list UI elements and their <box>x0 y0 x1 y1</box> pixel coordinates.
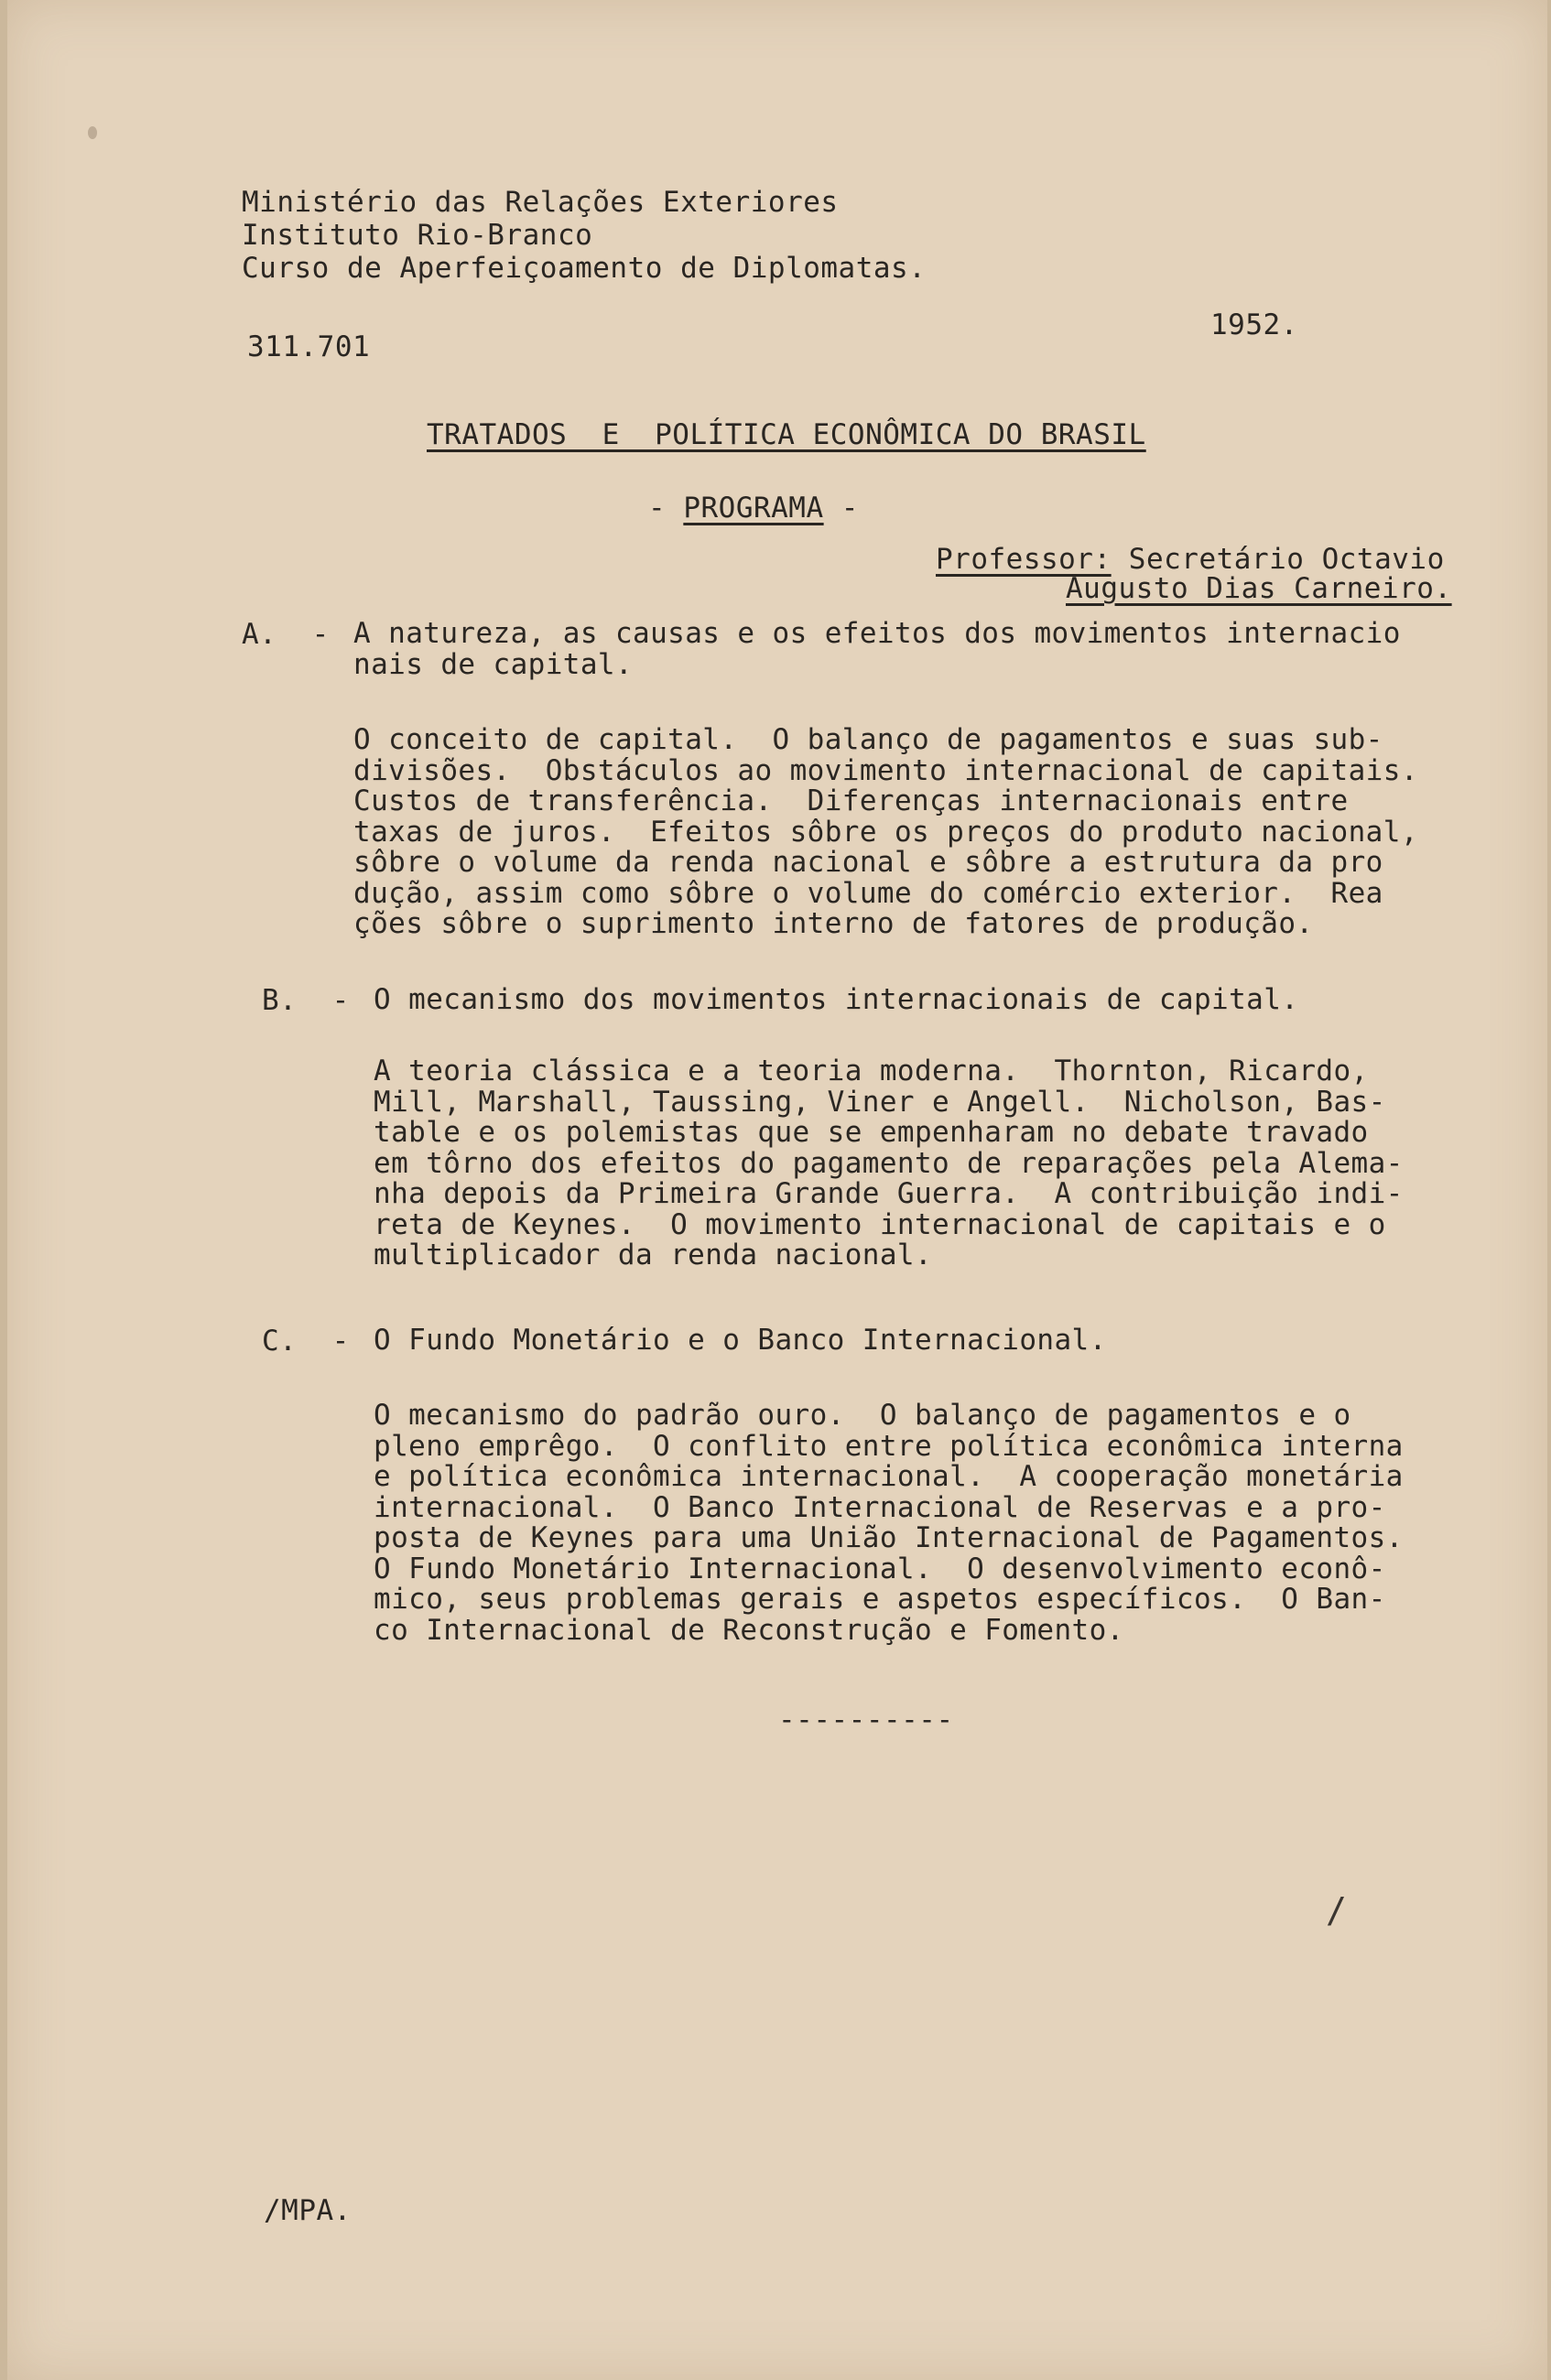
section-b-marker: B. - <box>262 984 350 1017</box>
section-c-heading: O Fundo Monetário e o Banco Internacional. <box>374 1324 1107 1357</box>
section-a-marker: A. - <box>242 618 330 651</box>
section-c-body: O mecanismo do padrão ouro. O balanço de pagamentos e o pleno emprêgo. O conflito entre política econômica interna e política econômica internacional. A cooperação monetária internacional. O Banco Internacional de Reservas e a pro- posta de Keynes para uma União Internacional de Pagamentos. O Fundo Monetário Internacional. O desenvolvimento econô- mico, seus problemas gerais e aspetos específicos. O Ban- co Internacional de Reconstrução e Fomento. <box>374 1399 1404 1647</box>
typist-initials: /MPA. <box>264 2194 352 2227</box>
ink-stain <box>88 126 97 139</box>
subtitle-dash-left: - <box>648 492 684 525</box>
header-ministry: Ministério das Relações Exteriores <box>242 186 839 219</box>
subtitle-text: PROGRAMA <box>683 492 824 525</box>
header-course: Curso de Aperfeiçoamento de Diplomatas. <box>242 252 927 285</box>
subtitle-dash-right: - <box>823 492 859 525</box>
professor-name-part: Secretário Octavio <box>1111 543 1445 576</box>
section-b-body: A teoria clássica e a teoria moderna. Thornton, Ricardo, Mill, Marshall, Taussing, Viner e Angell. Nicholson, Bas- table e os polemistas que se empenharam no debate travado em tôrno dos efeitos do pagamento de reparações pela Alema- nha depois da Primeira Grande Guerra. A contribuição indi- reta de Keynes. O movimento internacional de capitais e o multiplicador da renda nacional. <box>374 1055 1404 1271</box>
professor-label: Professor: <box>936 543 1112 576</box>
document-title: TRATADOS E POLÍTICA ECONÔMICA DO BRASIL <box>427 418 1146 451</box>
section-b-heading: O mecanismo dos movimentos internacionais de capital. <box>374 983 1299 1016</box>
professor-line-1 <box>936 544 1445 575</box>
program-subtitle <box>648 492 859 524</box>
professor-line-2: Augusto Dias Carneiro. <box>1066 572 1452 605</box>
document-year: 1952. <box>1210 308 1298 341</box>
pencil-mark: / <box>1326 1890 1348 1931</box>
section-a-body: O conceito de capital. O balanço de pagamentos e suas sub- divisões. Obstáculos ao movimento internacional de capitais. Custos de transferência. Diferenças internacionais entre taxas de juros. Efeitos sôbre os preços do produto nacional, sôbre o volume da renda nacional e sôbre a estrutura da pro dução, assim como sôbre o volume do comércio exterior. Rea ções sôbre o suprimento interno de fatores de produção. <box>353 723 1418 940</box>
end-separator: ---------- <box>778 1704 954 1736</box>
document-page <box>7 0 1547 2380</box>
section-c-marker: C. - <box>262 1325 350 1358</box>
reference-number: 311.701 <box>247 330 371 363</box>
section-a-heading: A natureza, as causas e os efeitos dos movimentos internacio nais de capital. <box>353 617 1401 681</box>
header-institute: Instituto Rio-Branco <box>242 219 593 252</box>
